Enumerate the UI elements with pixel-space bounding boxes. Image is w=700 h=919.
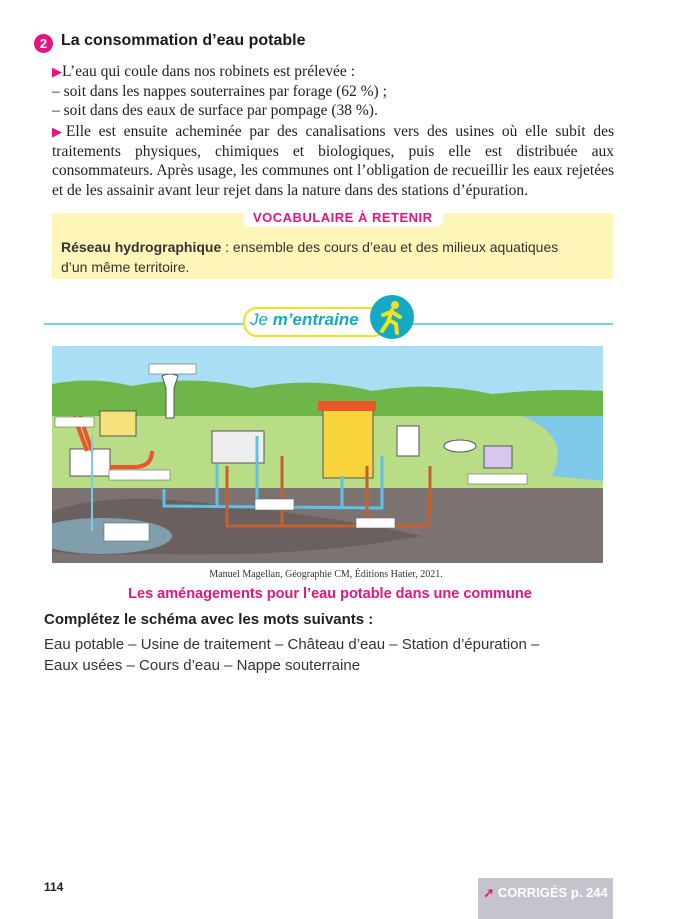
water-network-illustration <box>52 346 603 563</box>
section-title: La consommation d’eau potable <box>61 32 306 49</box>
banner-je: Je <box>250 310 273 329</box>
arrow-up-right-icon: ➚ <box>483 885 495 900</box>
banner-word: m’entraine <box>272 310 359 329</box>
section-number-badge: 2 <box>34 34 53 53</box>
blank-label-box <box>104 523 149 541</box>
corriges-label: CORRIGÉS p. 244 <box>497 885 608 900</box>
bullet-triangle-icon: ▶ <box>52 124 66 139</box>
paragraph-sources <box>52 62 614 121</box>
blank-label-box <box>255 499 294 510</box>
banner-text <box>250 310 359 330</box>
blank-label-box <box>468 474 527 484</box>
vocabulary-definition-text: : ensemble des cours d’eau et des milieux aquatiques d’un même territoire. <box>61 239 559 275</box>
vocabulary-definition <box>61 237 581 277</box>
blank-label-box <box>356 518 395 528</box>
exercise-instruction: Complétez le schéma avec les mots suivants : <box>44 611 374 628</box>
image-credit: Manuel Magellan, Géographie CM, Éditions Hatier, 2021. <box>209 569 443 580</box>
para1-line: – soit dans des eaux de surface par pompage (38 %). <box>52 102 378 119</box>
vocabulary-term: Réseau hydrographique <box>61 239 222 255</box>
blank-label-box <box>55 417 94 427</box>
blank-label-box <box>149 364 196 374</box>
corriges-link[interactable] <box>478 878 613 919</box>
word-list: Eau potable – Usine de traitement – Château d’eau – Station d’épuration – Eaux usées – Cours d’eau – Nappe souterraine <box>44 636 540 674</box>
page-number: 114 <box>44 880 64 894</box>
bullet-triangle-icon: ▶ <box>52 64 62 79</box>
paragraph-distribution <box>52 122 614 200</box>
para1-line: – soit dans les nappes souterraines par forage (62 %) ; <box>52 82 387 100</box>
para2-text: Elle est ensuite acheminée par des canalisations vers des usines où elle subit des traitements physiques, chimiques et biologiques, puis elle est distribuée aux consommateurs. Après usage, les communes ont l’obligation de recueillir les eaux rejetées et de les assainir avant leur rejet dans la nature dans des stations d’épuration. <box>52 123 614 199</box>
walking-person-icon <box>370 295 414 339</box>
para1-line: L’eau qui coule dans nos robinets est prélevée : <box>62 63 355 80</box>
blank-label-box <box>109 470 170 480</box>
vocabulary-title: VOCABULAIRE À RETENIR <box>243 208 443 227</box>
illustration-caption: Les aménagements pour l’eau potable dans une commune <box>128 586 532 602</box>
